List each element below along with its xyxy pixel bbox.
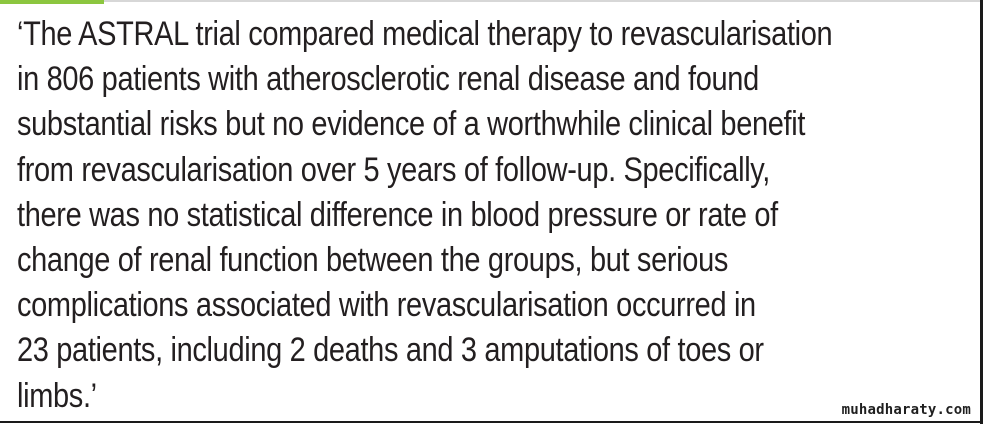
- quote-line: 23 patients, including 2 deaths and 3 amputations of toes or: [17, 331, 764, 370]
- watermark: muhadharaty.com: [841, 402, 971, 418]
- top-border: [0, 0, 983, 2]
- quote-line: from revascularisation over 5 years of follow-up. Specifically,: [17, 150, 771, 189]
- quote-block: [17, 12, 967, 419]
- quote-line: there was no statistical difference in blood pressure or rate of: [17, 195, 778, 234]
- quote-line: substantial risks but no evidence of a worthwhile clinical benefit: [17, 105, 806, 144]
- quote-line: ‘The ASTRAL trial compared medical therapy to revascularisation: [17, 15, 833, 53]
- bottom-border: [0, 421, 983, 423]
- top-accent-bar: [0, 0, 104, 4]
- quote-line: limbs.’: [17, 376, 97, 415]
- quote-line: change of renal function between the groups, but serious: [17, 241, 729, 280]
- quote-line: in 806 patients with atherosclerotic renal disease and found: [17, 60, 759, 99]
- quote-line: complications associated with revascularisation occurred in: [17, 286, 756, 325]
